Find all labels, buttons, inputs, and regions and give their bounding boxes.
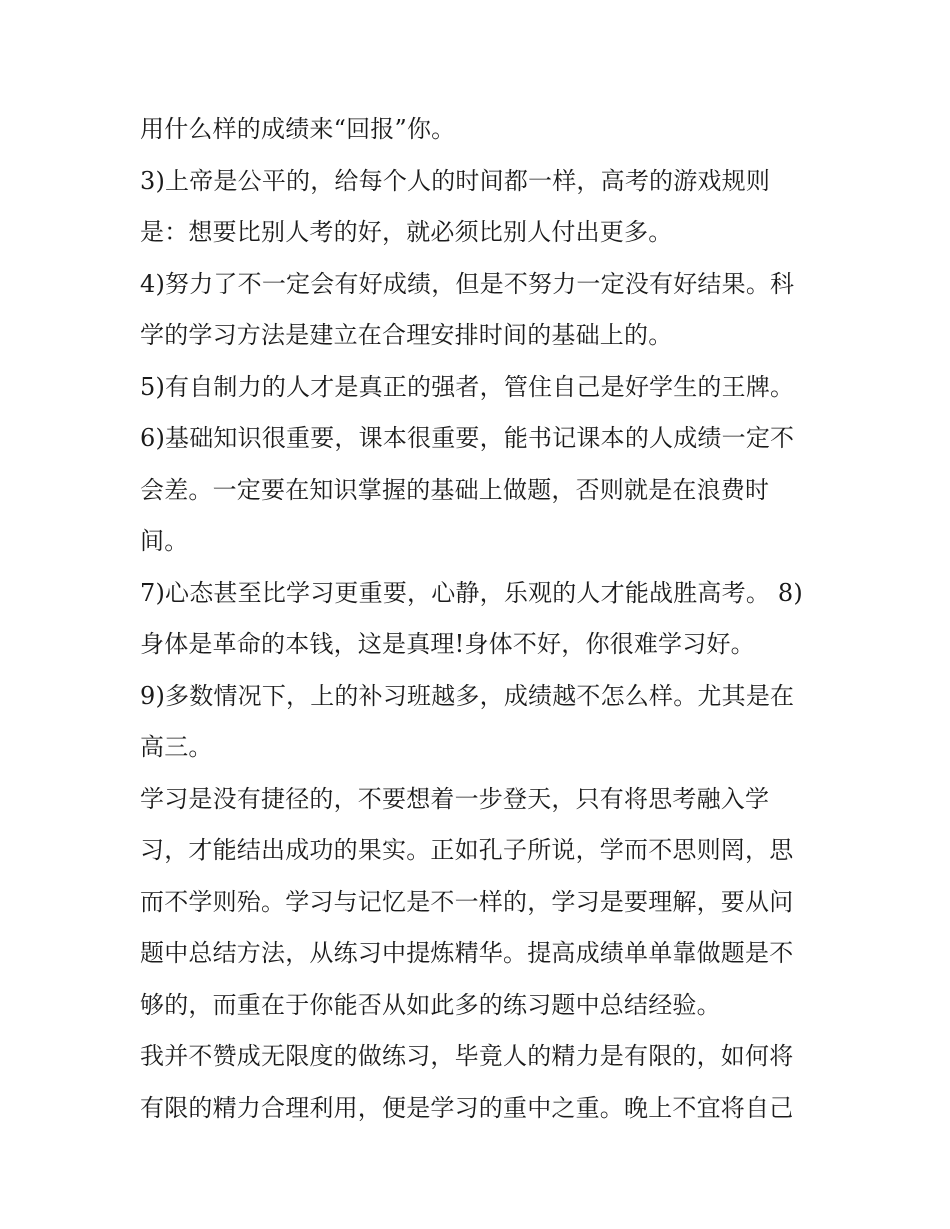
text-line: 我并不赞成无限度的做练习，毕竟人的精力是有限的，如何将: [140, 1042, 794, 1070]
text-line: 用什么样的成绩来“回报”你。: [140, 115, 456, 143]
text-line: 4)努力了不一定会有好成绩，但是不努力一定没有好结果。科: [140, 269, 795, 298]
text-line: 身体是革命的本钱，这是真理!身体不好，你很难学习好。: [140, 630, 755, 658]
text-line: 9)多数情况下，上的补习班越多，成绩越不怎么样。尤其是在: [140, 681, 795, 710]
text-line: 5)有自制力的人才是真正的强者，管住自己是好学生的王牌。: [140, 372, 795, 401]
text-line: 学习是没有捷径的，不要想着一步登天，只有将思考融入学: [140, 784, 770, 813]
text-line: 7)心态甚至比学习更重要，心静，乐观的人才能战胜高考。 8): [140, 578, 803, 607]
text-line: 高三。: [140, 733, 213, 761]
text-line: 题中总结方法，从练习中提炼精华。提高成绩单单靠做题是不: [140, 939, 794, 967]
text-line: 习，才能结出成功的果实。正如孔子所说，学而不思则罔，思: [140, 836, 794, 864]
text-line: 够的，而重在于你能否从如此多的练习题中总结经验。: [140, 990, 721, 1019]
text-line: 会差。一定要在知识掌握的基础上做题，否则就是在浪费时: [140, 475, 770, 504]
text-line: 有限的精力合理利用，便是学习的重中之重。晚上不宜将自己: [140, 1093, 794, 1122]
text-line: 而不学则殆。学习与记忆是不一样的，学习是要理解，要从问: [140, 887, 794, 916]
text-line: 间。: [140, 527, 189, 555]
text-line: 6)基础知识很重要，课本很重要，能书记课本的人成绩一定不: [140, 424, 795, 452]
text-line: 学的学习方法是建立在合理安排时间的基础上的。: [140, 321, 673, 349]
text-line: 3)上帝是公平的，给每个人的时间都一样，高考的游戏规则: [140, 166, 771, 195]
text-line: 是：想要比别人考的好，就必须比别人付出更多。: [140, 218, 673, 246]
document-body: [140, 104, 820, 1134]
